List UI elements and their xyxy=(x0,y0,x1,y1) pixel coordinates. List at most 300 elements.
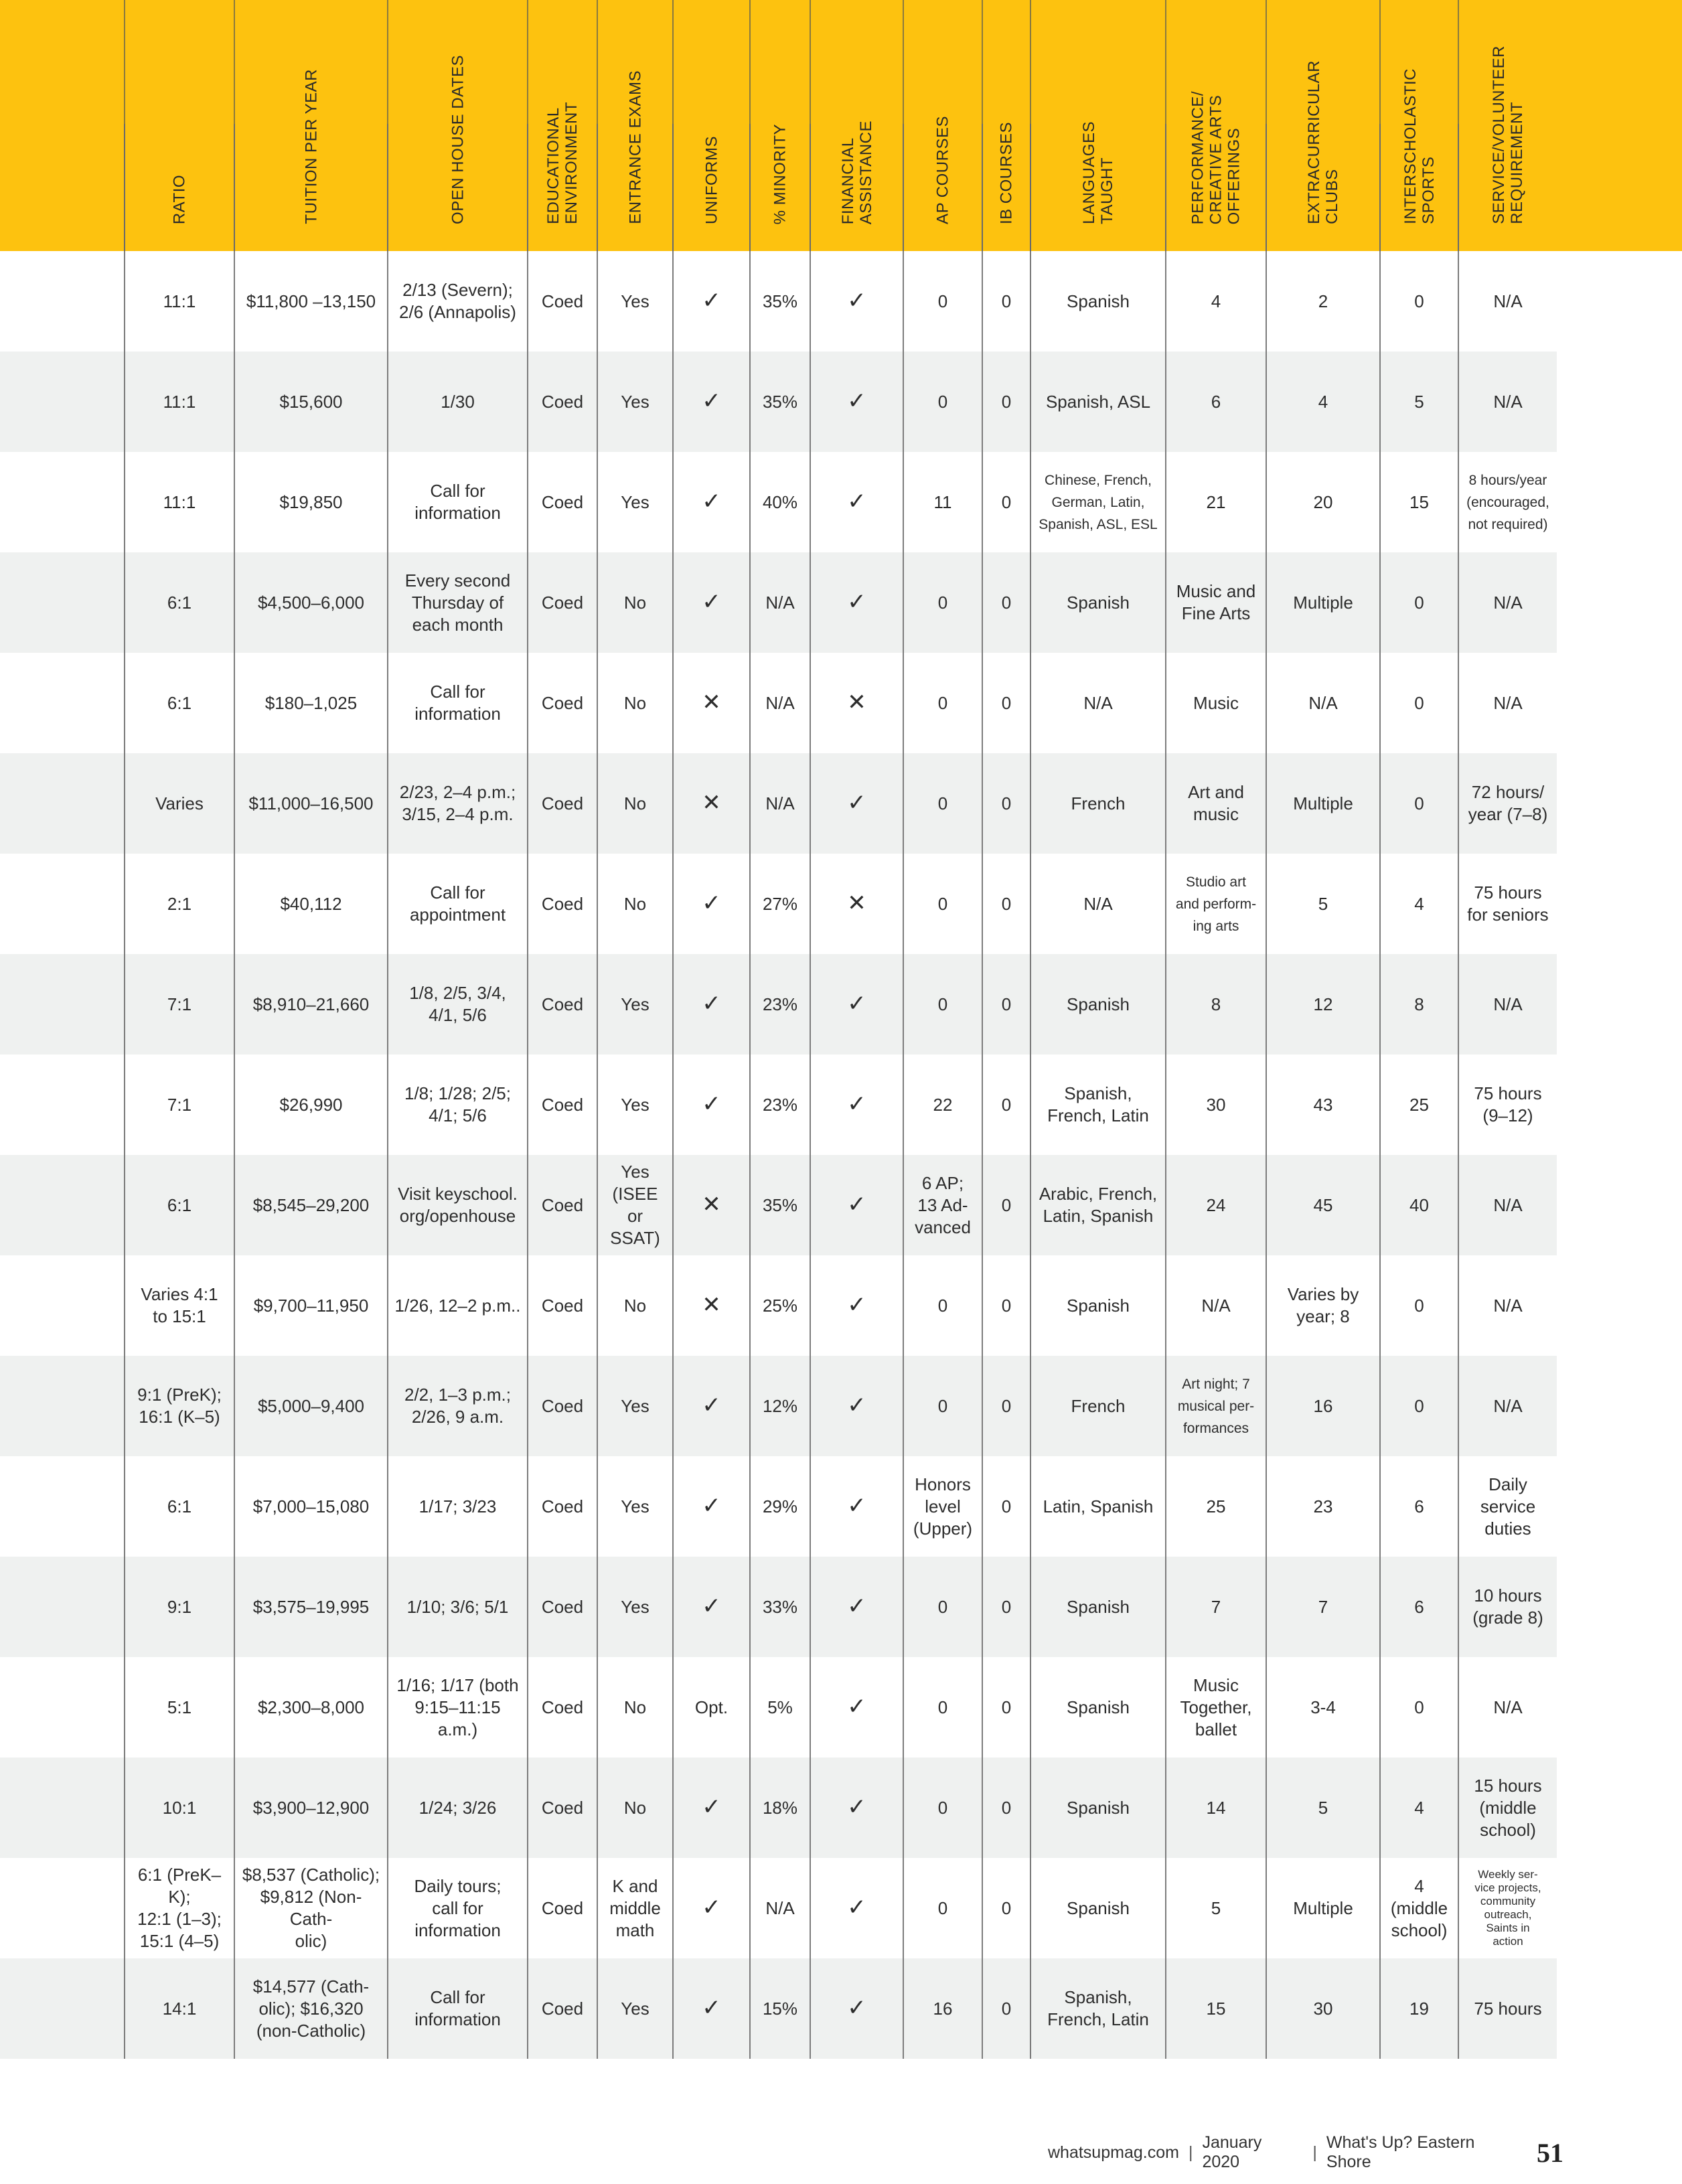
cell-ib-courses xyxy=(982,552,1030,653)
row-spacer xyxy=(0,854,125,954)
cell-text: 6 xyxy=(1211,391,1221,412)
cell-uniforms xyxy=(673,1155,750,1255)
cell-clubs xyxy=(1266,954,1380,1055)
cell-text: 19 xyxy=(1409,1998,1429,2019)
cell-text: $19,850 xyxy=(279,491,343,512)
cell-text: 16 xyxy=(1313,1395,1333,1416)
cell-minority xyxy=(750,653,810,753)
cell-text: Daily service duties xyxy=(1480,1474,1536,1539)
column-header-financial-assistance xyxy=(810,0,903,251)
table-header xyxy=(0,0,1557,251)
cell-minority xyxy=(750,854,810,954)
cell-ib-courses xyxy=(982,251,1030,352)
cell-minority xyxy=(750,452,810,552)
cell-minority xyxy=(750,1356,810,1456)
cell-text: 3-4 xyxy=(1310,1697,1336,1717)
cell-languages xyxy=(1030,1155,1166,1255)
cell-uniforms xyxy=(673,1255,750,1356)
row-spacer xyxy=(0,1155,125,1255)
cell-open-house xyxy=(388,1155,528,1255)
footer-separator: | xyxy=(1312,2142,1317,2162)
cell-text: 5:1 xyxy=(167,1697,192,1717)
cell-entrance-exams xyxy=(597,352,673,452)
cell-ib-courses xyxy=(982,1055,1030,1155)
cell-text: 0 xyxy=(937,793,948,813)
cell-arts xyxy=(1166,1255,1266,1356)
cell-sports xyxy=(1380,1758,1458,1858)
cell-text: N/A xyxy=(765,692,795,713)
cell-text: $8,545–29,200 xyxy=(252,1194,370,1215)
cell-minority xyxy=(750,1456,810,1557)
cell-languages xyxy=(1030,1958,1166,2059)
cross-icon: ✕ xyxy=(702,1190,721,1218)
cell-languages xyxy=(1030,653,1166,753)
column-header-uniforms xyxy=(673,0,750,251)
cell-text: 0 xyxy=(937,1697,948,1717)
cell-environment xyxy=(528,1456,597,1557)
cell-entrance-exams xyxy=(597,452,673,552)
cell-text: 0 xyxy=(1001,1094,1012,1115)
cell-ib-courses xyxy=(982,1356,1030,1456)
cell-financial-assistance xyxy=(810,1255,903,1356)
cell-minority xyxy=(750,753,810,854)
cell-environment xyxy=(528,1557,597,1657)
checkmark-icon: ✓ xyxy=(702,1090,721,1117)
cell-text: 15 xyxy=(1206,1998,1226,2019)
cell-entrance-exams xyxy=(597,552,673,653)
cell-text: Visit keyschool. org/openhouse xyxy=(398,1184,518,1226)
cell-text: Yes xyxy=(621,291,649,311)
cell-open-house xyxy=(388,1858,528,1958)
column-header-ratio xyxy=(125,0,234,251)
cell-entrance-exams xyxy=(597,1557,673,1657)
checkmark-icon: ✓ xyxy=(847,1391,866,1419)
column-header-open-house xyxy=(388,0,528,251)
cell-text: Spanish xyxy=(1067,1697,1130,1717)
cell-minority xyxy=(750,1055,810,1155)
cell-environment xyxy=(528,1255,597,1356)
cell-text: $8,537 (Catholic); $9,812 (Non-Cath- olic) xyxy=(242,1865,380,1951)
cell-clubs xyxy=(1266,1758,1380,1858)
cell-ap-courses xyxy=(903,653,982,753)
cell-text: Multiple xyxy=(1293,793,1353,813)
cell-financial-assistance xyxy=(810,1858,903,1958)
cell-service xyxy=(1458,1155,1557,1255)
cell-text: 7 xyxy=(1318,1596,1328,1617)
cell-entrance-exams xyxy=(597,753,673,854)
cell-entrance-exams xyxy=(597,1958,673,2059)
cell-text: 0 xyxy=(937,1797,948,1818)
cell-uniforms xyxy=(673,1758,750,1858)
cell-arts xyxy=(1166,1456,1266,1557)
cell-uniforms xyxy=(673,954,750,1055)
cell-ap-courses xyxy=(903,352,982,452)
cell-uniforms xyxy=(673,1657,750,1758)
cell-entrance-exams xyxy=(597,854,673,954)
header-divider xyxy=(1458,124,1459,251)
cell-service xyxy=(1458,1356,1557,1456)
cell-open-house xyxy=(388,1758,528,1858)
cell-uniforms xyxy=(673,1958,750,2059)
cell-text: 40% xyxy=(762,491,798,512)
cell-clubs xyxy=(1266,1657,1380,1758)
cell-text: 0 xyxy=(1001,1797,1012,1818)
cell-text: 11:1 xyxy=(163,491,196,512)
table-row xyxy=(0,1155,1557,1255)
cell-text: 0 xyxy=(937,291,948,311)
cell-text: 7:1 xyxy=(167,1094,192,1115)
cell-ratio xyxy=(125,854,234,954)
table-row xyxy=(0,452,1557,552)
checkmark-icon: ✓ xyxy=(702,1893,721,1921)
cell-text: 25% xyxy=(762,1295,798,1316)
column-header-label: AP COURSES xyxy=(933,116,952,224)
cell-text: Coed xyxy=(541,893,584,914)
cell-ratio xyxy=(125,452,234,552)
cell-financial-assistance xyxy=(810,1155,903,1255)
cell-text: Latin, Spanish xyxy=(1043,1496,1154,1516)
column-header-clubs xyxy=(1266,0,1380,251)
cell-arts xyxy=(1166,954,1266,1055)
cell-entrance-exams xyxy=(597,1758,673,1858)
cell-entrance-exams xyxy=(597,1155,673,1255)
cell-ratio xyxy=(125,1958,234,2059)
cell-text: 15 hours (middle school) xyxy=(1474,1775,1542,1840)
cell-ap-courses xyxy=(903,1657,982,1758)
page-footer xyxy=(1048,2133,1563,2171)
cell-open-house xyxy=(388,1958,528,2059)
column-header-label: TUITION PER YEAR xyxy=(302,69,320,224)
table-row xyxy=(0,1055,1557,1155)
cell-text: 0 xyxy=(937,592,948,613)
cell-text: 40 xyxy=(1409,1194,1429,1215)
cell-text: 23% xyxy=(762,994,798,1014)
cell-sports xyxy=(1380,653,1458,753)
cell-environment xyxy=(528,753,597,854)
cell-text: No xyxy=(623,893,647,914)
cell-sports xyxy=(1380,1255,1458,1356)
cell-ap-courses xyxy=(903,1255,982,1356)
cell-text: Yes xyxy=(621,1596,649,1617)
cell-sports xyxy=(1380,1456,1458,1557)
cell-environment xyxy=(528,1657,597,1758)
checkmark-icon: ✓ xyxy=(702,990,721,1017)
header-row xyxy=(0,0,1557,251)
cell-text: 35% xyxy=(762,291,798,311)
cell-clubs xyxy=(1266,1958,1380,2059)
cell-clubs xyxy=(1266,1356,1380,1456)
cross-icon: ✕ xyxy=(702,789,721,816)
checkmark-icon: ✓ xyxy=(847,588,866,615)
cell-service xyxy=(1458,352,1557,452)
cell-text: 24 xyxy=(1206,1194,1226,1215)
cell-text: 75 hours for seniors xyxy=(1467,882,1549,925)
checkmark-icon: ✓ xyxy=(847,1693,866,1720)
cell-ratio xyxy=(125,1356,234,1456)
cell-text: 2/2, 1–3 p.m.; 2/26, 9 a.m. xyxy=(404,1385,511,1427)
cell-text: No xyxy=(623,1697,647,1717)
cell-open-house xyxy=(388,352,528,452)
cell-open-house xyxy=(388,1557,528,1657)
cell-ap-courses xyxy=(903,1055,982,1155)
cell-text: 25 xyxy=(1409,1094,1429,1115)
row-spacer xyxy=(0,452,125,552)
row-spacer xyxy=(0,1356,125,1456)
cell-text: $15,600 xyxy=(279,391,343,412)
cell-text: 0 xyxy=(1001,1295,1012,1316)
cell-environment xyxy=(528,1858,597,1958)
cell-text: Art and music xyxy=(1188,782,1244,824)
cell-text: $5,000–9,400 xyxy=(257,1395,365,1416)
cell-uniforms xyxy=(673,1557,750,1657)
cell-text: Yes (ISEE or SSAT) xyxy=(610,1162,660,1248)
cell-text: 0 xyxy=(937,893,948,914)
cell-text: 5 xyxy=(1318,1797,1328,1818)
cell-text: 11:1 xyxy=(163,391,196,412)
cell-text: Honors level (Upper) xyxy=(913,1474,973,1539)
cell-ib-courses xyxy=(982,653,1030,753)
cell-entrance-exams xyxy=(597,1255,673,1356)
checkmark-icon: ✓ xyxy=(847,487,866,515)
cell-uniforms xyxy=(673,854,750,954)
cell-service xyxy=(1458,251,1557,352)
cell-uniforms xyxy=(673,251,750,352)
cell-text: 1/16; 1/17 (both 9:15–11:15 a.m.) xyxy=(396,1674,519,1739)
cell-languages xyxy=(1030,1657,1166,1758)
cell-sports xyxy=(1380,753,1458,854)
table-row xyxy=(0,1657,1557,1758)
column-header-label: INTERSCHOLASTIC SPORTS xyxy=(1401,68,1438,224)
cell-open-house xyxy=(388,1356,528,1456)
cell-text: 25 xyxy=(1206,1496,1226,1516)
cell-sports xyxy=(1380,1858,1458,1958)
column-header-label: PERFORMANCE/ CREATIVE ARTS OFFERINGS xyxy=(1189,90,1243,224)
cell-text: 0 xyxy=(1001,491,1012,512)
table-row xyxy=(0,954,1557,1055)
checkmark-icon: ✓ xyxy=(702,1492,721,1519)
column-header-label: EXTRACURRICULAR CLUBS xyxy=(1305,60,1341,224)
cell-arts xyxy=(1166,753,1266,854)
cell-text: No xyxy=(623,592,647,613)
cell-service xyxy=(1458,954,1557,1055)
cell-sports xyxy=(1380,1657,1458,1758)
cell-ratio xyxy=(125,653,234,753)
cell-clubs xyxy=(1266,1155,1380,1255)
cell-ap-courses xyxy=(903,1858,982,1958)
cell-open-house xyxy=(388,1055,528,1155)
cell-text: N/A xyxy=(1493,1697,1523,1717)
cell-text: 0 xyxy=(937,994,948,1014)
cell-ratio xyxy=(125,1456,234,1557)
cell-text: 14 xyxy=(1206,1797,1226,1818)
row-spacer xyxy=(0,1858,125,1958)
cell-text: 0 xyxy=(1414,1295,1424,1316)
cell-sports xyxy=(1380,1055,1458,1155)
cell-service xyxy=(1458,854,1557,954)
cell-tuition xyxy=(234,1858,388,1958)
cell-minority xyxy=(750,1958,810,2059)
cell-text: N/A xyxy=(1083,692,1113,713)
cell-ap-courses xyxy=(903,1758,982,1858)
cell-text: 10:1 xyxy=(162,1797,197,1818)
cell-tuition xyxy=(234,1155,388,1255)
cell-text: Coed xyxy=(541,1697,584,1717)
cell-text: $9,700–11,950 xyxy=(253,1295,369,1316)
cell-text: Spanish, French, Latin xyxy=(1047,1083,1149,1125)
cell-text: 4 xyxy=(1414,1797,1424,1818)
footer-issue: January 2020 xyxy=(1202,2133,1262,2171)
cell-minority xyxy=(750,352,810,452)
table-row xyxy=(0,352,1557,452)
cell-clubs xyxy=(1266,854,1380,954)
cell-entrance-exams xyxy=(597,653,673,753)
cell-service xyxy=(1458,1858,1557,1958)
column-header-tuition xyxy=(234,0,388,251)
cell-ap-courses xyxy=(903,1155,982,1255)
cell-text: $3,900–12,900 xyxy=(252,1797,370,1818)
cell-text: 9:1 xyxy=(167,1596,192,1617)
cell-service xyxy=(1458,653,1557,753)
checkmark-icon: ✓ xyxy=(702,889,721,917)
cell-text: 12 xyxy=(1313,994,1333,1014)
cell-text: Music Together, ballet xyxy=(1180,1674,1252,1739)
cell-text: N/A xyxy=(1493,391,1523,412)
cell-text: Yes xyxy=(621,1496,649,1516)
cell-arts xyxy=(1166,1758,1266,1858)
cell-environment xyxy=(528,1055,597,1155)
cell-text: Music and Fine Arts xyxy=(1176,581,1256,623)
cell-text: Varies by year; 8 xyxy=(1287,1284,1359,1326)
column-header-label: ENTRANCE EXAMS xyxy=(626,70,644,224)
row-spacer xyxy=(0,1958,125,2059)
cell-text: $40,112 xyxy=(280,893,342,914)
checkmark-icon: ✓ xyxy=(702,287,721,314)
cell-text: Spanish, French, Latin xyxy=(1047,1987,1149,2029)
cell-environment xyxy=(528,653,597,753)
cell-text: N/A xyxy=(1083,893,1113,914)
cell-languages xyxy=(1030,1758,1166,1858)
cell-arts xyxy=(1166,1657,1266,1758)
cell-tuition xyxy=(234,1557,388,1657)
cell-open-house xyxy=(388,552,528,653)
header-spacer xyxy=(0,0,125,251)
cross-icon: ✕ xyxy=(702,688,721,716)
cell-ib-courses xyxy=(982,1456,1030,1557)
cell-text: 0 xyxy=(937,1395,948,1416)
column-header-label: IB COURSES xyxy=(997,121,1016,224)
cell-text: Coed xyxy=(541,1797,584,1818)
table-row xyxy=(0,1958,1557,2059)
row-spacer xyxy=(0,1557,125,1657)
cell-text: 9:1 (PreK); 16:1 (K–5) xyxy=(137,1385,222,1427)
cell-text: Yes xyxy=(621,391,649,412)
cell-clubs xyxy=(1266,653,1380,753)
cell-text: 1/8; 1/28; 2/5; 4/1; 5/6 xyxy=(404,1083,511,1125)
cell-ratio xyxy=(125,1657,234,1758)
row-spacer xyxy=(0,1255,125,1356)
cell-ratio xyxy=(125,352,234,452)
cell-text: Yes xyxy=(621,1395,649,1416)
cell-text: Spanish xyxy=(1067,1797,1130,1818)
column-header-label: LANGUAGES TAUGHT xyxy=(1080,121,1116,224)
cell-service xyxy=(1458,1055,1557,1155)
cell-open-house xyxy=(388,1657,528,1758)
cell-text: Coed xyxy=(541,692,584,713)
cell-ratio xyxy=(125,1155,234,1255)
cell-text: N/A xyxy=(1493,692,1523,713)
cell-text: 0 xyxy=(1414,1697,1424,1717)
row-spacer xyxy=(0,653,125,753)
cell-text: 10 hours (grade 8) xyxy=(1472,1585,1543,1628)
column-header-label: EDUCATIONAL ENVIRONMENT xyxy=(544,102,581,224)
cell-text: Coed xyxy=(541,1596,584,1617)
cell-text: 1/10; 3/6; 5/1 xyxy=(406,1596,509,1617)
cell-text: No xyxy=(623,692,647,713)
cell-text: 0 xyxy=(1001,692,1012,713)
cell-uniforms xyxy=(673,753,750,854)
cell-minority xyxy=(750,1155,810,1255)
cell-text: 8 xyxy=(1414,994,1424,1014)
cell-tuition xyxy=(234,1958,388,2059)
cell-uniforms xyxy=(673,1858,750,1958)
cell-text: 16 xyxy=(933,1998,953,2019)
cell-arts xyxy=(1166,251,1266,352)
cell-financial-assistance xyxy=(810,552,903,653)
cell-ap-courses xyxy=(903,1456,982,1557)
cell-text: 33% xyxy=(762,1596,798,1617)
cell-text: 0 xyxy=(1414,692,1424,713)
header-divider xyxy=(982,124,983,251)
cell-languages xyxy=(1030,352,1166,452)
cell-tuition xyxy=(234,854,388,954)
cell-tuition xyxy=(234,1758,388,1858)
cross-icon: ✕ xyxy=(847,889,866,917)
cell-entrance-exams xyxy=(597,954,673,1055)
page-number: 51 xyxy=(1537,2137,1563,2168)
cell-text: 5 xyxy=(1211,1897,1221,1918)
table-row xyxy=(0,1557,1557,1657)
cell-minority xyxy=(750,1758,810,1858)
cell-text: 29% xyxy=(762,1496,798,1516)
row-spacer xyxy=(0,552,125,653)
cell-text: Studio art and perform- ing arts xyxy=(1175,874,1257,934)
cell-text: Call for appointment xyxy=(409,882,506,925)
checkmark-icon: ✓ xyxy=(847,1090,866,1117)
header-divider xyxy=(1266,124,1267,251)
cell-text: 0 xyxy=(937,692,948,713)
cell-text: 0 xyxy=(1001,1998,1012,2019)
checkmark-icon: ✓ xyxy=(847,1190,866,1218)
cell-text: 0 xyxy=(1001,391,1012,412)
row-spacer xyxy=(0,251,125,352)
cell-text: Spanish xyxy=(1067,1596,1130,1617)
column-header-entrance-exams xyxy=(597,0,673,251)
cell-languages xyxy=(1030,1255,1166,1356)
cell-arts xyxy=(1166,352,1266,452)
cell-text: 7 xyxy=(1211,1596,1221,1617)
cell-text: 75 hours (9–12) xyxy=(1474,1083,1542,1125)
cell-ib-courses xyxy=(982,1958,1030,2059)
cell-text: 7:1 xyxy=(167,994,192,1014)
checkmark-icon: ✓ xyxy=(847,1893,866,1921)
footer-publication: What's Up? Eastern Shore xyxy=(1326,2133,1475,2171)
cell-languages xyxy=(1030,854,1166,954)
cell-text: 35% xyxy=(762,391,798,412)
cell-text: 0 xyxy=(1414,291,1424,311)
cell-text: 1/24; 3/26 xyxy=(418,1797,497,1818)
cell-entrance-exams xyxy=(597,1657,673,1758)
cell-arts xyxy=(1166,854,1266,954)
